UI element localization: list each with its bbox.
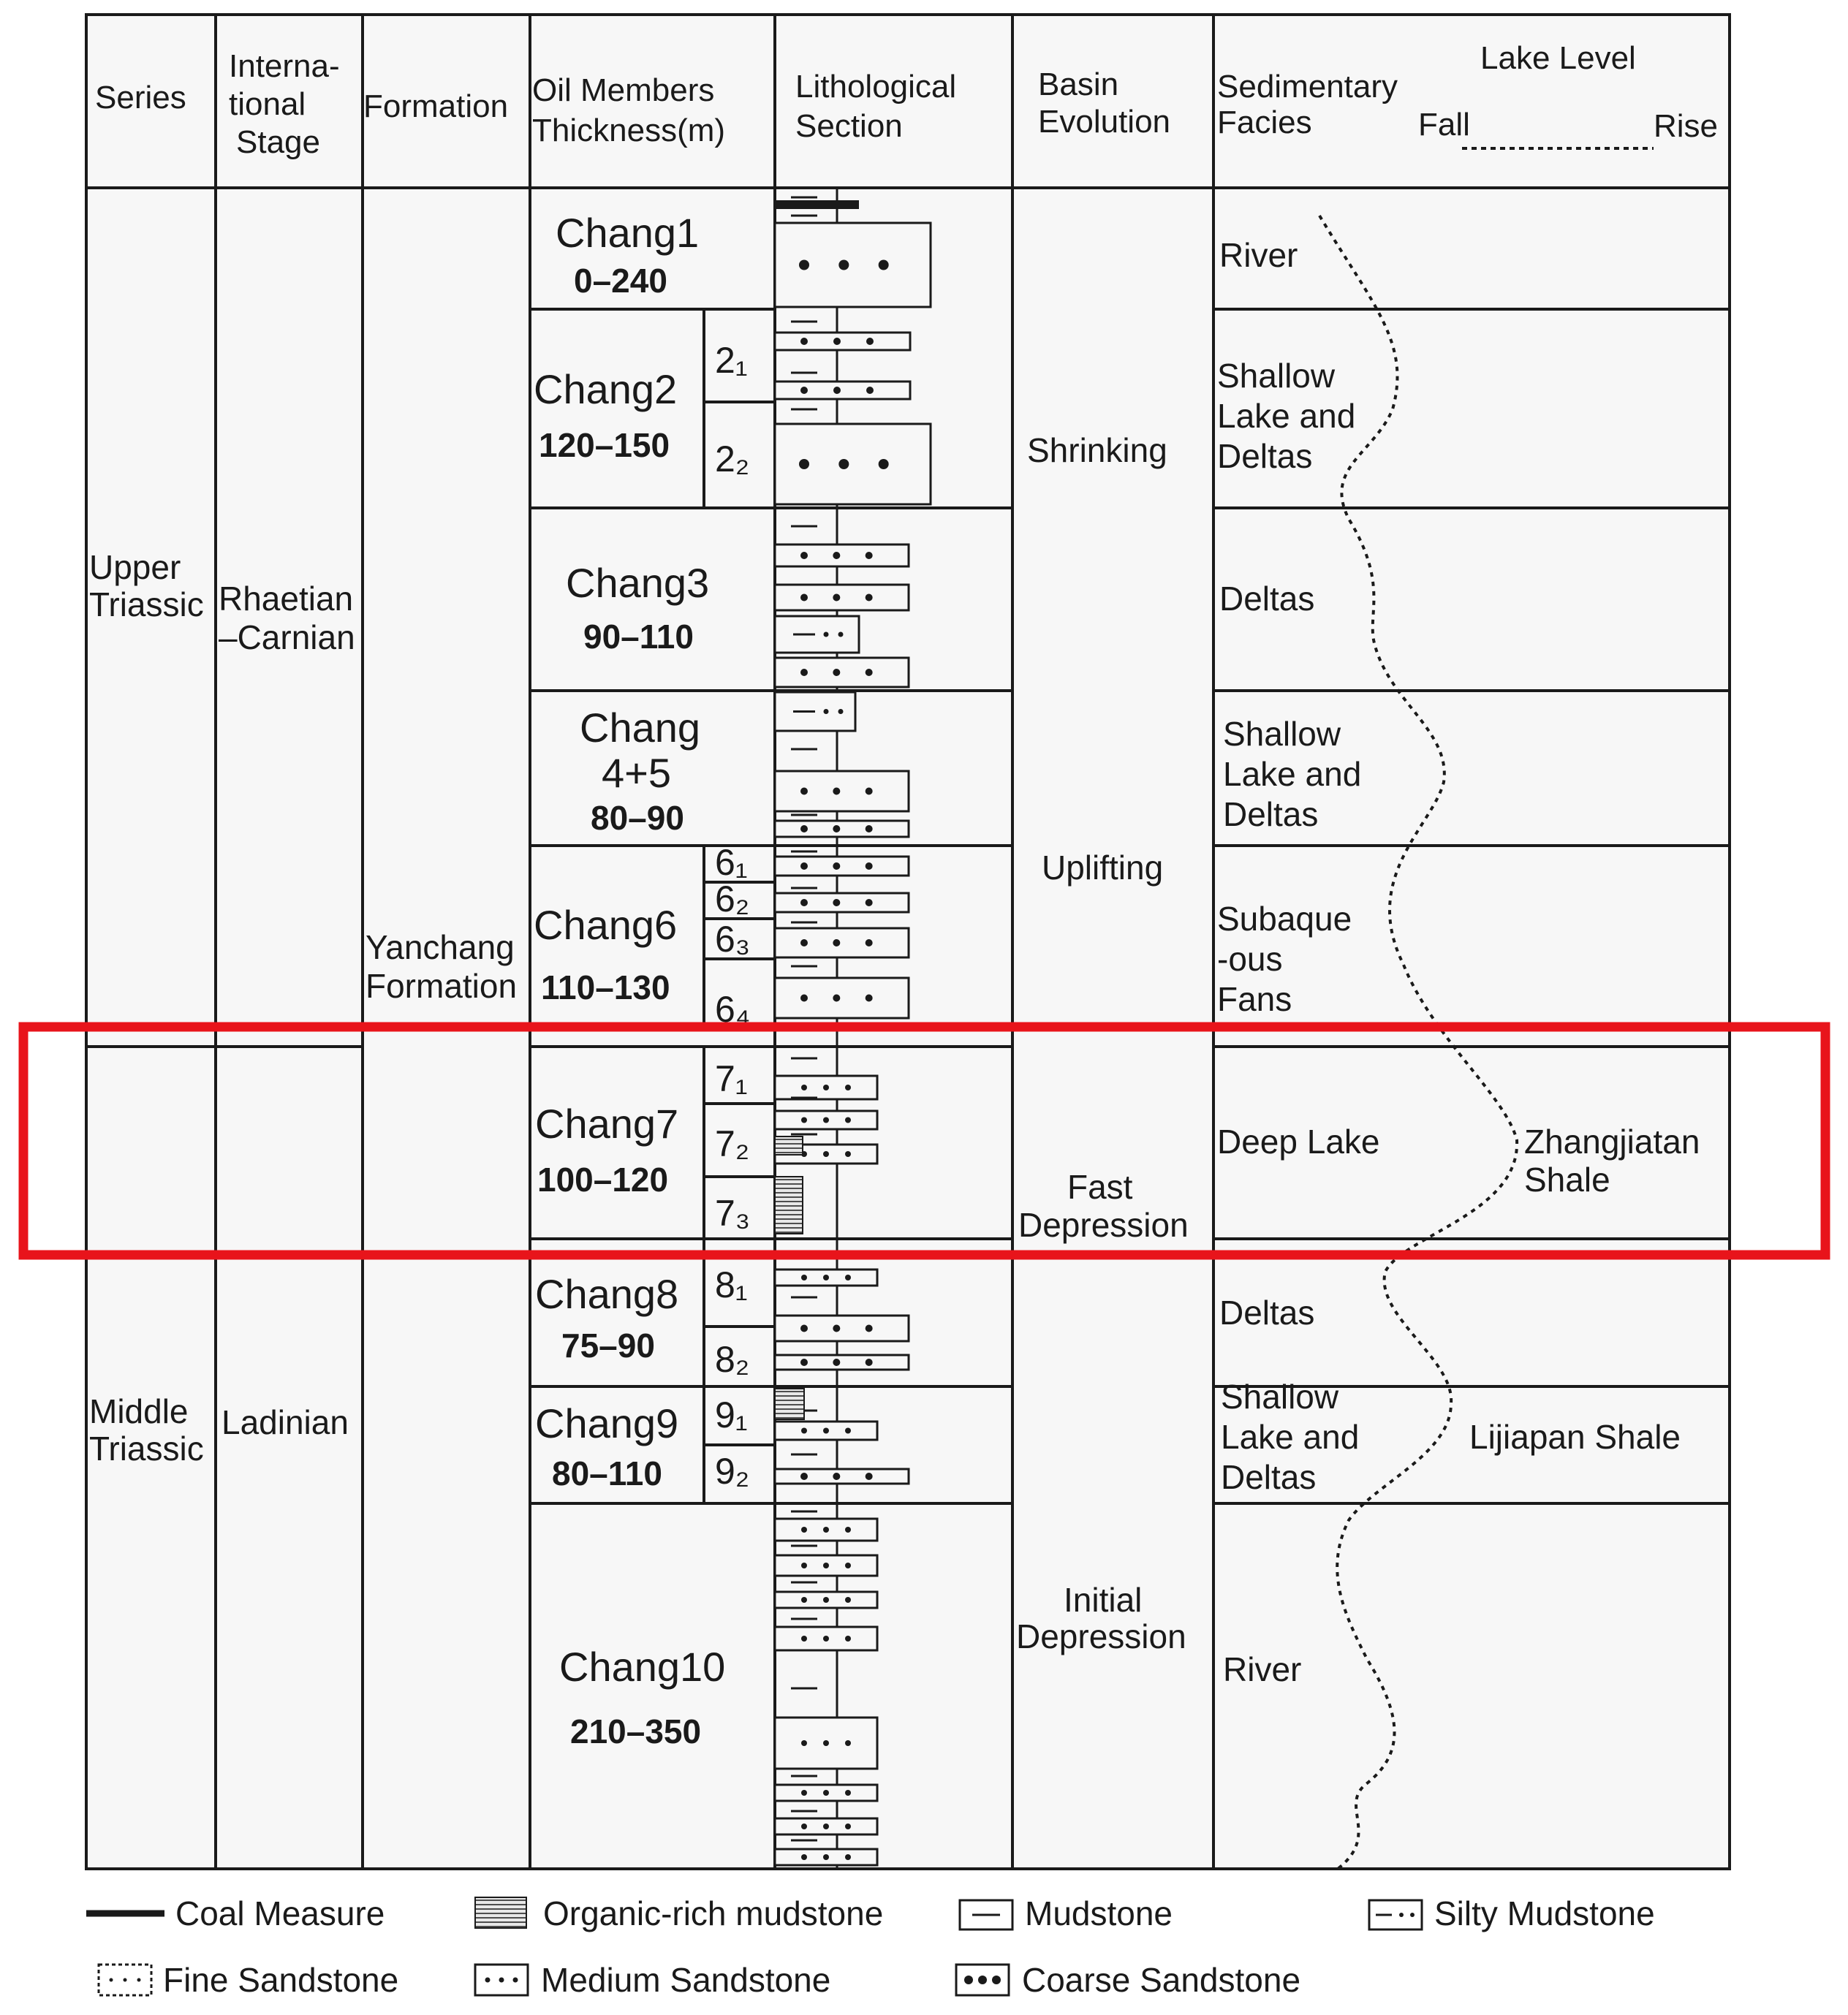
submember-2-1: 2₁	[715, 340, 748, 381]
header-oil-members: Oil Members Thickness(m)	[532, 72, 726, 148]
member-chang3-thickness: 90–110	[583, 618, 694, 656]
basin-fast-depression: Fast Depression	[1018, 1168, 1189, 1244]
submember-7-1: 7₁	[715, 1058, 748, 1099]
submember-6-1: 6₁	[715, 842, 748, 883]
facies-deep-lake: Deep Lake	[1217, 1123, 1380, 1161]
member-chang45-thickness: 80–90	[591, 799, 684, 837]
member-chang8-thickness: 75–90	[561, 1327, 655, 1365]
member-chang8-name: Chang8	[535, 1271, 679, 1317]
legend-organic-label: Organic-rich mudstone	[543, 1894, 884, 1932]
series-upper-triassic: Upper Triassic	[89, 548, 204, 623]
legend-coal-label: Coal Measure	[175, 1894, 385, 1932]
member-chang7-name: Chang7	[535, 1101, 679, 1147]
submember-6-4: 6₄	[715, 989, 751, 1030]
header-lake-level: Lake Level	[1480, 40, 1636, 76]
facies-river-top: River	[1219, 236, 1298, 274]
submember-9-1: 9₁	[715, 1394, 748, 1435]
submember-8-1: 8₁	[715, 1264, 748, 1305]
stage-rhaetian-carnian: Rhaetian –Carnian	[219, 580, 355, 656]
facies-shallow-lake-deltas-3: Shallow Lake and Deltas	[1221, 1378, 1360, 1496]
submember-2-2: 2₂	[715, 439, 750, 479]
member-chang9-thickness: 80–110	[552, 1454, 662, 1492]
legend-fine-sandstone	[99, 1961, 398, 1999]
facies-lijiapan-shale: Lijiapan Shale	[1469, 1418, 1681, 1456]
header-lithological-section: Lithological Section	[795, 69, 957, 144]
header-fall: Fall	[1418, 107, 1470, 143]
facies-river-bottom: River	[1223, 1650, 1302, 1688]
member-chang6-name: Chang6	[534, 902, 678, 948]
facies-zhangjiatan-shale: Zhangjiatan Shale	[1524, 1123, 1700, 1199]
facies-shallow-lake-deltas-2: Shallow Lake and Deltas	[1223, 715, 1362, 833]
submember-6-3: 6₃	[715, 919, 751, 960]
facies-deltas-1: Deltas	[1219, 580, 1315, 618]
member-chang1-name: Chang1	[556, 210, 700, 256]
legend-coarse-label: Coarse Sandstone	[1022, 1961, 1301, 1999]
header-basin-evolution: Basin Evolution	[1038, 67, 1171, 140]
basin-shrinking: Shrinking	[1027, 431, 1167, 469]
legend-silty-mudstone	[1369, 1894, 1655, 1932]
legend-mudstone	[960, 1894, 1173, 1932]
legend-silty-label: Silty Mudstone	[1434, 1894, 1655, 1932]
member-chang2-thickness: 120–150	[539, 426, 670, 464]
member-chang10-name: Chang10	[559, 1644, 726, 1690]
header-rise: Rise	[1654, 108, 1719, 144]
legend-fine-label: Fine Sandstone	[163, 1961, 399, 1999]
header-formation: Formation	[363, 88, 509, 124]
submember-8-2: 8₂	[715, 1339, 750, 1380]
submember-7-3: 7₃	[715, 1193, 751, 1234]
member-chang1-thickness: 0–240	[574, 262, 667, 300]
facies-subaqueous-fans: Subaque -ous Fans	[1217, 900, 1352, 1018]
legend-coarse-sandstone	[956, 1961, 1300, 1999]
submember-6-2: 6₂	[715, 879, 750, 919]
header-stage: Interna- tional Stage	[229, 48, 340, 160]
member-chang45-name: Chang 4+5	[580, 705, 701, 796]
header-sedimentary-facies: Sedimentary Facies	[1217, 69, 1398, 140]
member-chang10-thickness: 210–350	[570, 1712, 702, 1750]
legend-organic-swatch	[475, 1897, 526, 1928]
series-middle-triassic: Middle Triassic	[89, 1392, 204, 1468]
member-chang9-name: Chang9	[535, 1400, 679, 1446]
stage-ladinian: Ladinian	[221, 1403, 349, 1441]
member-chang3-name: Chang3	[566, 560, 710, 606]
facies-shallow-lake-deltas-1: Shallow Lake and Deltas	[1217, 357, 1356, 475]
legend-medium-sandstone	[475, 1961, 830, 1999]
facies-deltas-2: Deltas	[1219, 1294, 1315, 1332]
submember-9-2: 9₂	[715, 1451, 750, 1492]
legend-mudstone-label: Mudstone	[1025, 1894, 1173, 1932]
basin-initial-depression: Initial Depression	[1016, 1581, 1186, 1655]
member-chang7-thickness: 100–120	[537, 1161, 669, 1199]
basin-uplifting: Uplifting	[1042, 849, 1164, 887]
formation-yanchang: Yanchang Formation	[366, 928, 518, 1005]
member-chang6-thickness: 110–130	[541, 968, 670, 1006]
member-chang2-name: Chang2	[534, 366, 678, 412]
submember-7-2: 7₂	[715, 1123, 750, 1164]
header-series: Series	[95, 80, 186, 115]
legend-medium-label: Medium Sandstone	[541, 1961, 831, 1999]
